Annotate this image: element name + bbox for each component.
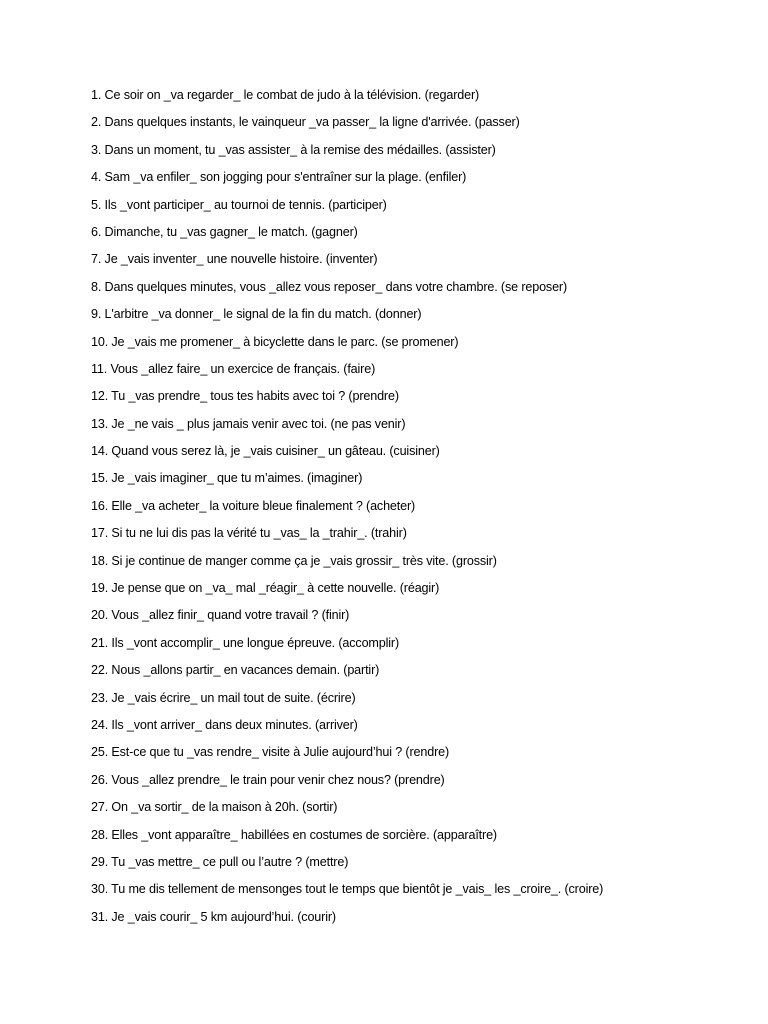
exercise-line: 26. Vous _allez prendre_ le train pour venir chez nous? (prendre): [91, 772, 445, 787]
exercise-line: 31. Je _vais courir_ 5 km aujourd’hui. (courir): [91, 909, 336, 924]
exercise-line: 13. Je _ne vais _ plus jamais venir avec toi. (ne pas venir): [91, 416, 406, 431]
exercise-line: 16. Elle _va acheter_ la voiture bleue finalement ? (acheter): [91, 498, 416, 513]
exercise-list: [91, 85, 751, 934]
exercise-line: 8. Dans quelques minutes, vous _allez vous reposer_ dans votre chambre. (se reposer): [91, 279, 568, 294]
exercise-line: 10. Je _vais me promener_ à bicyclette dans le parc. (se promener): [91, 334, 459, 349]
exercise-line: 9. L'arbitre _va donner_ le signal de la fin du match. (donner): [91, 307, 422, 322]
exercise-line: 24. Ils _vont arriver_ dans deux minutes. (arriver): [91, 717, 358, 732]
exercise-line: 12. Tu _vas prendre_ tous tes habits avec toi ? (prendre): [91, 389, 399, 404]
exercise-line: 21. Ils _vont accomplir_ une longue épreuve. (accomplir): [91, 635, 400, 650]
exercise-line: 25. Est-ce que tu _vas rendre_ visite à Julie aujourd’hui ? (rendre): [91, 745, 450, 760]
exercise-line: 5. Ils _vont participer_ au tournoi de tennis. (participer): [91, 197, 387, 212]
exercise-line: 22. Nous _allons partir_ en vacances demain. (partir): [91, 663, 380, 678]
exercise-line: 19. Je pense que on _va_ mal _réagir_ à cette nouvelle. (réagir): [91, 581, 440, 596]
exercise-line: 3. Dans un moment, tu _vas assister_ à la remise des médailles. (assister): [91, 142, 496, 157]
exercise-line: 17. Si tu ne lui dis pas la vérité tu _vas_ la _trahir_. (trahir): [91, 526, 407, 541]
exercise-line: 4. Sam _va enfiler_ son jogging pour s'entraîner sur la plage. (enfiler): [91, 170, 467, 185]
exercise-line: 18. Si je continue de manger comme ça je _vais grossir_ très vite. (grossir): [91, 553, 497, 568]
exercise-line: 11. Vous _allez faire_ un exercice de français. (faire): [91, 361, 376, 376]
exercise-line: 23. Je _vais écrire_ un mail tout de suite. (écrire): [91, 690, 356, 705]
exercise-line: 15. Je _vais imaginer_ que tu m’aimes. (imaginer): [91, 471, 363, 486]
exercise-line: 14. Quand vous serez là, je _vais cuisiner_ un gâteau. (cuisiner): [91, 444, 440, 459]
exercise-line: 20. Vous _allez finir_ quand votre travail ? (finir): [91, 608, 350, 623]
exercise-line: 1. Ce soir on _va regarder_ le combat de judo à la télévision. (regarder): [91, 88, 480, 102]
exercise-line: 6. Dimanche, tu _vas gagner_ le match. (gagner): [91, 224, 358, 239]
exercise-line: 2. Dans quelques instants, le vainqueur _va passer_ la ligne d'arrivée. (passer): [91, 115, 520, 130]
exercise-line: 27. On _va sortir_ de la maison à 20h. (sortir): [91, 800, 338, 815]
exercise-line: 29. Tu _vas mettre_ ce pull ou l’autre ? (mettre): [91, 854, 349, 869]
exercise-line: 30. Tu me dis tellement de mensonges tout le temps que bientôt je _vais_ les _croire_. (croire): [91, 882, 604, 897]
exercise-line: 28. Elles _vont apparaître_ habillées en costumes de sorcière. (apparaître): [91, 827, 497, 842]
exercise-line: 7. Je _vais inventer_ une nouvelle histoire. (inventer): [91, 252, 378, 267]
